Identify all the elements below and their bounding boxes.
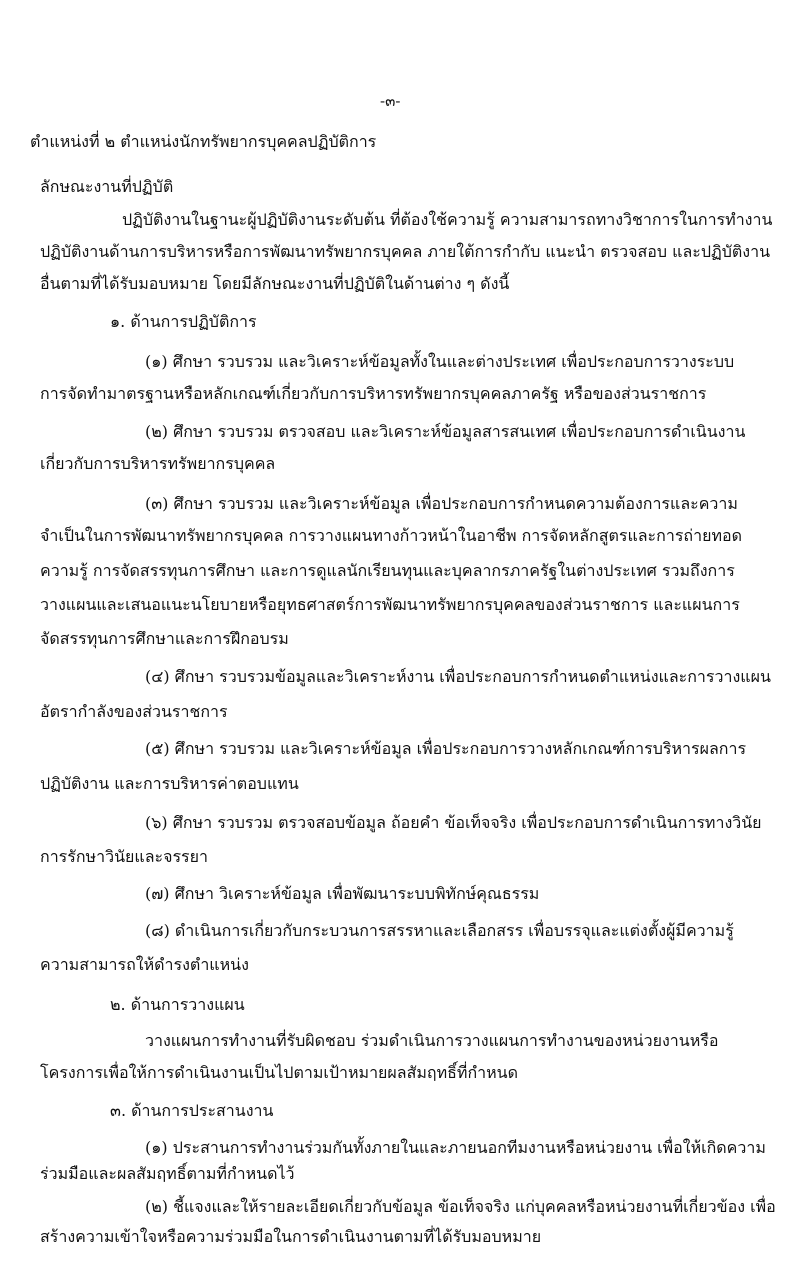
operations-item-1-line-2: การจัดทำมาตรฐานหรือหลักเกณฑ์เกี่ยวกับการบริหารทรัพยากรบุคคลภาครัฐ หรือของส่วนราชการ (40, 384, 707, 403)
operations-item-3-line-2: จำเป็นในการพัฒนาทรัพยากรบุคคล การวางแผนทางก้าวหน้าในอาชีพ การจัดหลักสูตรและการถ่ายทอด (40, 526, 743, 545)
operations-item-4-line-2: อัตรากำลังของส่วนราชการ (40, 702, 228, 721)
planning-line-2: โครงการเพื่อให้การดำเนินงานเป็นไปตามเป้าหมายผลสัมฤทธิ์ที่กำหนด (40, 1063, 519, 1082)
planning-heading: ๒. ด้านการวางแผน (110, 995, 245, 1014)
coordination-item-2-line-1: (๒) ชี้แจงและให้รายละเอียดเกี่ยวกับข้อมูล ข้อเท็จจริง แก่บุคคลหรือหน่วยงานที่เกี่ยวข้อง เพื่อ (145, 1197, 776, 1216)
operations-item-3-line-4: วางแผนและเสนอแนะนโยบายหรือยุทธศาสตร์การพัฒนาทรัพยากรบุคคลของส่วนราชการ และแผนการ (40, 595, 740, 614)
position-heading: ตำแหน่งที่ ๒ ตำแหน่งนักทรัพยากรบุคคลปฏิบัติการ (30, 132, 377, 151)
operations-item-6-line-2: การรักษาวินัยและจรรยา (40, 847, 209, 866)
operations-item-8-line-2: ความสามารถให้ดำรงตำแหน่ง (40, 955, 249, 974)
intro-line-2: ปฏิบัติงานด้านการบริหารหรือการพัฒนาทรัพยากรบุคคล ภายใต้การกำกับ แนะนำ ตรวจสอบ และปฏิบัติงาน (40, 242, 771, 261)
operations-item-6-line-1: (๖) ศึกษา รวบรวม ตรวจสอบข้อมูล ถ้อยคำ ข้อเท็จจริง เพื่อประกอบการดำเนินการทางวินัย (145, 813, 762, 832)
coordination-item-2-line-2: สร้างความเข้าใจหรือความร่วมมือในการดำเนินงานตามที่ได้รับมอบหมาย (40, 1227, 542, 1246)
page-number: -๓- (380, 92, 401, 110)
operations-item-2-line-1: (๒) ศึกษา รวบรวม ตรวจสอบ และวิเคราะห์ข้อมูลสารสนเทศ เพื่อประกอบการดำเนินงาน (145, 422, 746, 441)
operations-item-5-line-1: (๕) ศึกษา รวบรวม และวิเคราะห์ข้อมูล เพื่อประกอบการวางหลักเกณฑ์การบริหารผลการ (145, 739, 747, 758)
coordination-heading: ๓. ด้านการประสานงาน (110, 1101, 274, 1120)
operations-item-8-line-1: (๘) ดำเนินการเกี่ยวกับกระบวนการสรรหาและเลือกสรร เพื่อบรรจุและแต่งตั้งผู้มีความรู้ (145, 921, 734, 940)
operations-item-3-line-3: ความรู้ การจัดสรรทุนการศึกษา และการดูแลนักเรียนทุนและบุคลากรภาครัฐในต่างประเทศ รวมถึงการ (40, 561, 735, 580)
operations-item-5-line-2: ปฏิบัติงาน และการบริหารค่าตอบแทน (40, 774, 299, 793)
operations-item-1-line-1: (๑) ศึกษา รวบรวม และวิเคราะห์ข้อมูลทั้งในและต่างประเทศ เพื่อประกอบการวางระบบ (145, 352, 735, 371)
operations-heading: ๑. ด้านการปฏิบัติการ (110, 312, 257, 331)
coordination-item-1-line-1: (๑) ประสานการทำงานร่วมกันทั้งภายในและภายนอกทีมงานหรือหน่วยงาน เพื่อให้เกิดความ (145, 1138, 766, 1157)
operations-item-7-line-1: (๗) ศึกษา วิเคราะห์ข้อมูล เพื่อพัฒนาระบบพิทักษ์คุณธรรม (145, 884, 540, 903)
coordination-item-1-line-2: ร่วมมือและผลสัมฤทธิ์ตามที่กำหนดไว้ (40, 1164, 295, 1183)
operations-item-3-line-1: (๓) ศึกษา รวบรวม และวิเคราะห์ข้อมูล เพื่อประกอบการกำหนดความต้องการและความ (145, 494, 738, 513)
operations-item-2-line-2: เกี่ยวกับการบริหารทรัพยากรบุคคล (40, 454, 276, 473)
operations-item-4-line-1: (๔) ศึกษา รวบรวมข้อมูลและวิเคราะห์งาน เพื่อประกอบการกำหนดตำแหน่งและการวางแผน (145, 667, 771, 686)
operations-item-3-line-5: จัดสรรทุนการศึกษาและการฝึกอบรม (40, 629, 289, 648)
planning-line-1: วางแผนการทำงานที่รับผิดชอบ ร่วมดำเนินการวางแผนการทำงานของหน่วยงานหรือ (145, 1031, 719, 1050)
intro-line-3: อื่นตามที่ได้รับมอบหมาย โดยมีลักษณะงานที่ปฏิบัติในด้านต่าง ๆ ดังนี้ (40, 274, 510, 293)
section-heading: ลักษณะงานที่ปฏิบัติ (40, 177, 174, 196)
intro-line-1: ปฏิบัติงานในฐานะผู้ปฏิบัติงานระดับต้น ที่ต้องใช้ความรู้ ความสามารถทางวิชาการในการทำงาน (122, 210, 773, 229)
